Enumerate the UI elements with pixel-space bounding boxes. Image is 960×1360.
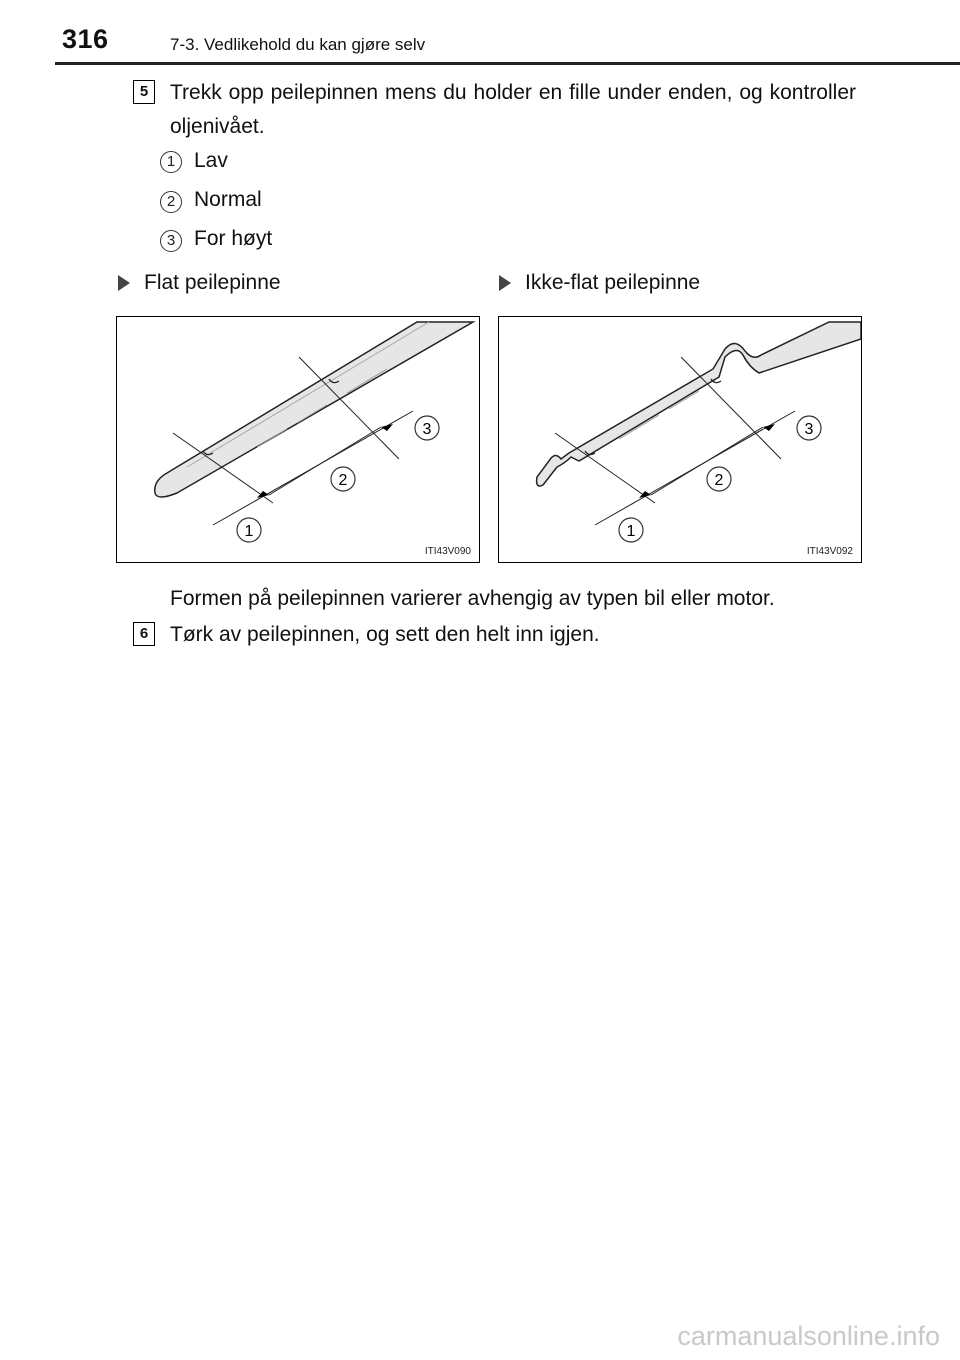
callout-1-label: 1 <box>626 523 636 540</box>
header-divider <box>55 62 960 65</box>
caption-flat-text: Flat peilepinne <box>144 271 281 294</box>
dipstick-shape-note: Formen på peilepinnen varierer avhengig av typen bil eller motor. <box>170 587 775 610</box>
step-5-instruction: Trekk opp peilepinnen mens du holder en fille under enden, og kontroller oljenivået. <box>170 81 856 138</box>
callout-3-label: 3 <box>422 421 432 438</box>
list-number-3: 3 <box>160 230 182 252</box>
list-label-too-high: For høyt <box>194 227 273 250</box>
watermark: carmanualsonline.info <box>677 1321 940 1351</box>
step-6-instruction: Tørk av peilepinnen, og sett den helt inn igjen. <box>170 623 600 646</box>
list-label-normal: Normal <box>194 188 262 211</box>
triangle-bullet-icon <box>118 275 130 291</box>
figure-nonflat-dipstick <box>498 316 862 563</box>
figure-flat-dipstick <box>116 316 480 563</box>
callout-3-label: 3 <box>804 421 814 438</box>
caption-nonflat-text: Ikke-flat peilepinne <box>525 271 701 294</box>
caption-nonflat-dipstick <box>499 271 700 295</box>
step-badge-6: 6 <box>133 622 155 646</box>
dipstick-flat-illustration <box>117 317 479 562</box>
list-number-2: 2 <box>160 191 182 213</box>
section-title: 7-3. Vedlikehold du kan gjøre selv <box>170 35 426 54</box>
step-badge-5: 5 <box>133 80 155 104</box>
callout-2-label: 2 <box>338 472 348 489</box>
figure-code: ITI43V092 <box>806 546 853 557</box>
figure-code: ITI43V090 <box>424 546 471 557</box>
triangle-bullet-icon <box>499 275 511 291</box>
callout-2-label: 2 <box>714 472 724 489</box>
page-number: 316 <box>62 24 109 54</box>
caption-flat-dipstick <box>118 271 281 295</box>
callout-1-label: 1 <box>244 523 254 540</box>
list-number-1: 1 <box>160 151 182 173</box>
dipstick-nonflat-illustration <box>499 317 861 562</box>
list-label-low: Lav <box>194 149 228 172</box>
